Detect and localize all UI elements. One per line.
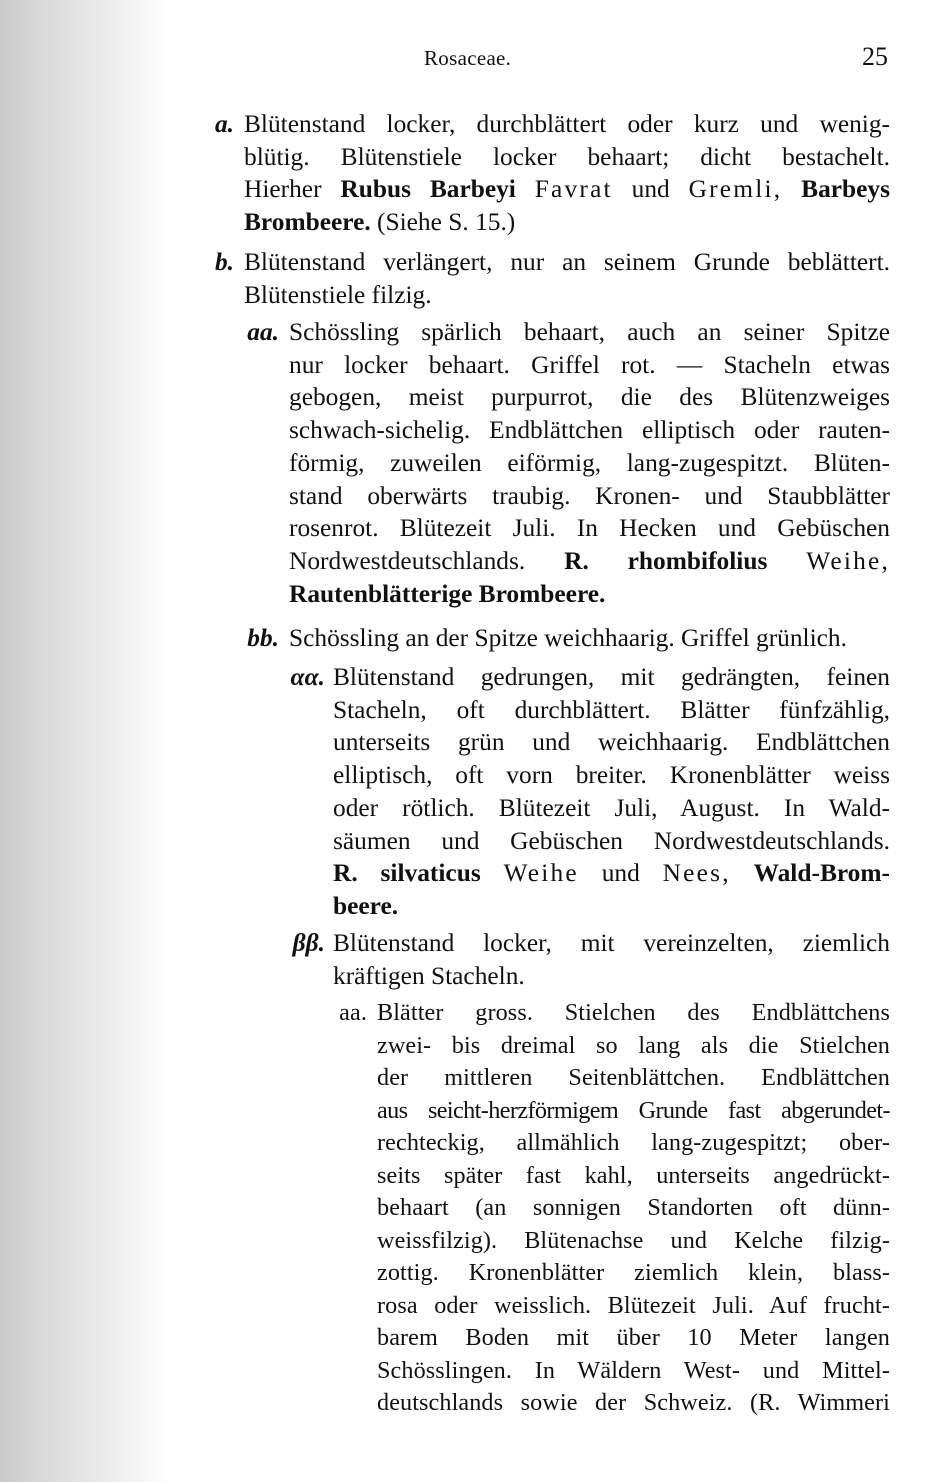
- text-line: behaart (an sonnigen Standorten oft dünn-: [377, 1194, 890, 1221]
- text-line: [289, 578, 890, 611]
- text-line: stand oberwärts traubig. Kronen- und Staubblätter: [289, 481, 890, 510]
- key-entry-a: [214, 108, 891, 239]
- cross-reference: (Siehe S. 15.): [370, 208, 516, 237]
- running-head: [0, 42, 930, 76]
- common-name: Rautenblätterige Brombeere.: [289, 579, 606, 608]
- species-name: R. silvaticus: [333, 859, 481, 888]
- text-line: [244, 173, 890, 206]
- text-line: Schössling an der Spitze weichhaarig. Griffel grünlich.: [289, 624, 847, 652]
- text-line: förmig, zuweilen eiförmig, lang-zugespitzt. Blüten-: [289, 448, 890, 477]
- author-name: Weihe,: [806, 546, 890, 575]
- key-entry-aa-sub: [339, 997, 890, 1420]
- key-label-aa-sub: aa.: [339, 999, 367, 1026]
- text-line: Blütenstand gedrungen, mit gedrängten, feinen: [333, 663, 890, 691]
- text-line: deutschlands sowie der Schweiz. (R. Wimmeri: [377, 1389, 890, 1416]
- text-run: Nordwestdeutschlands.: [289, 546, 565, 575]
- running-head-title: Rosaceae.: [424, 46, 512, 70]
- text-line: Blätter gross. Stielchen des Endblättchens: [377, 999, 890, 1026]
- text-line: Schösslingen. In Wäldern West- und Mittel-: [377, 1356, 890, 1384]
- key-label-alpha: αα.: [290, 663, 325, 691]
- text-line: säumen und Gebüschen Nordwestdeutschlands.: [333, 826, 890, 855]
- species-name: R. rhombifolius: [564, 546, 768, 575]
- text-line: [289, 545, 890, 578]
- text-line: rosa oder weisslich. Blütezeit Juli. Auf frucht-: [377, 1291, 890, 1319]
- text-run: Hierher: [244, 175, 341, 204]
- text-line: [333, 857, 890, 890]
- text-line: Blütenstand locker, mit vereinzelten, ziemlich: [333, 929, 890, 957]
- key-entry-beta: [292, 927, 890, 992]
- key-label-b: b.: [214, 248, 234, 276]
- page-gutter-shadow: [0, 0, 170, 1482]
- common-name: Brombeere.: [244, 208, 371, 237]
- species-name: Rubus Barbeyi: [340, 175, 516, 204]
- text-line: Blütenstiele filzig.: [244, 280, 432, 309]
- text-line: Blütenstand locker, durchblättert oder kurz und wenig-: [244, 110, 890, 138]
- text-line: Stacheln, oft durchblättert. Blätter fünfzählig,: [333, 695, 890, 724]
- text-line: Schössling spärlich behaart, auch an seiner Spitze: [289, 318, 890, 346]
- text-line: seits später fast kahl, unterseits angedrückt-: [377, 1161, 890, 1189]
- key-entry-bb: [247, 622, 890, 655]
- author-name: Gremli,: [688, 175, 783, 204]
- common-name: Barbeys: [801, 175, 891, 204]
- author-name: Weihe: [503, 859, 579, 888]
- text-line: nur locker behaart. Griffel rot. — Stacheln etwas: [289, 350, 890, 379]
- text-line: blütig. Blütenstiele locker behaart; dicht bestachelt.: [244, 142, 890, 171]
- key-entry-alpha: [290, 661, 890, 923]
- text-line: rosenrot. Blütezeit Juli. In Hecken und Gebüschen: [289, 514, 890, 543]
- common-name: beere.: [333, 891, 399, 920]
- key-entry-b: [214, 246, 890, 311]
- text-line: elliptisch, oft vorn breiter. Kronenblätter weiss: [333, 761, 890, 790]
- text-line: kräftigen Stacheln.: [333, 961, 525, 990]
- author-name: Favrat: [534, 175, 613, 204]
- key-label-a: a.: [214, 110, 234, 138]
- key-entry-aa: [247, 316, 890, 610]
- key-label-aa: aa.: [247, 318, 279, 346]
- text-line: aus seicht-herzförmigem Grunde fast abgerundet-: [377, 1096, 890, 1124]
- text-line: [244, 206, 890, 239]
- text-line: unterseits grün und weichhaarig. Endblättchen: [333, 728, 890, 757]
- text-line: weissfilzig). Blütenachse und Kelche filzig-: [377, 1226, 890, 1254]
- text-line: zwei- bis dreimal so lang als die Stielchen: [377, 1031, 890, 1059]
- author-name: Nees,: [662, 859, 731, 888]
- text-line: oder rötlich. Blütezeit Juli, August. In Wald-: [333, 793, 890, 822]
- text-line: gebogen, meist purpurrot, die des Blütenzweiges: [289, 383, 890, 412]
- common-name: Wald-Brom-: [753, 859, 890, 888]
- key-label-beta: ββ.: [292, 929, 325, 957]
- key-label-bb: bb.: [247, 624, 279, 652]
- text-line: zottig. Kronenblätter ziemlich klein, blass-: [377, 1259, 890, 1286]
- text-run: und: [578, 859, 663, 888]
- text-line: [333, 890, 890, 923]
- text-line: Blütenstand verlängert, nur an seinem Grunde beblättert.: [244, 248, 890, 276]
- text-line: der mittleren Seitenblättchen. Endblättchen: [377, 1064, 890, 1091]
- text-line: barem Boden mit über 10 Meter langen: [377, 1324, 890, 1351]
- text-run: und: [612, 175, 689, 204]
- text-line: schwach-sichelig. Endblättchen elliptisch oder rauten-: [289, 416, 890, 445]
- text-line: rechteckig, allmählich lang-zugespitzt; ober-: [377, 1129, 890, 1156]
- page-number: 25: [862, 42, 888, 71]
